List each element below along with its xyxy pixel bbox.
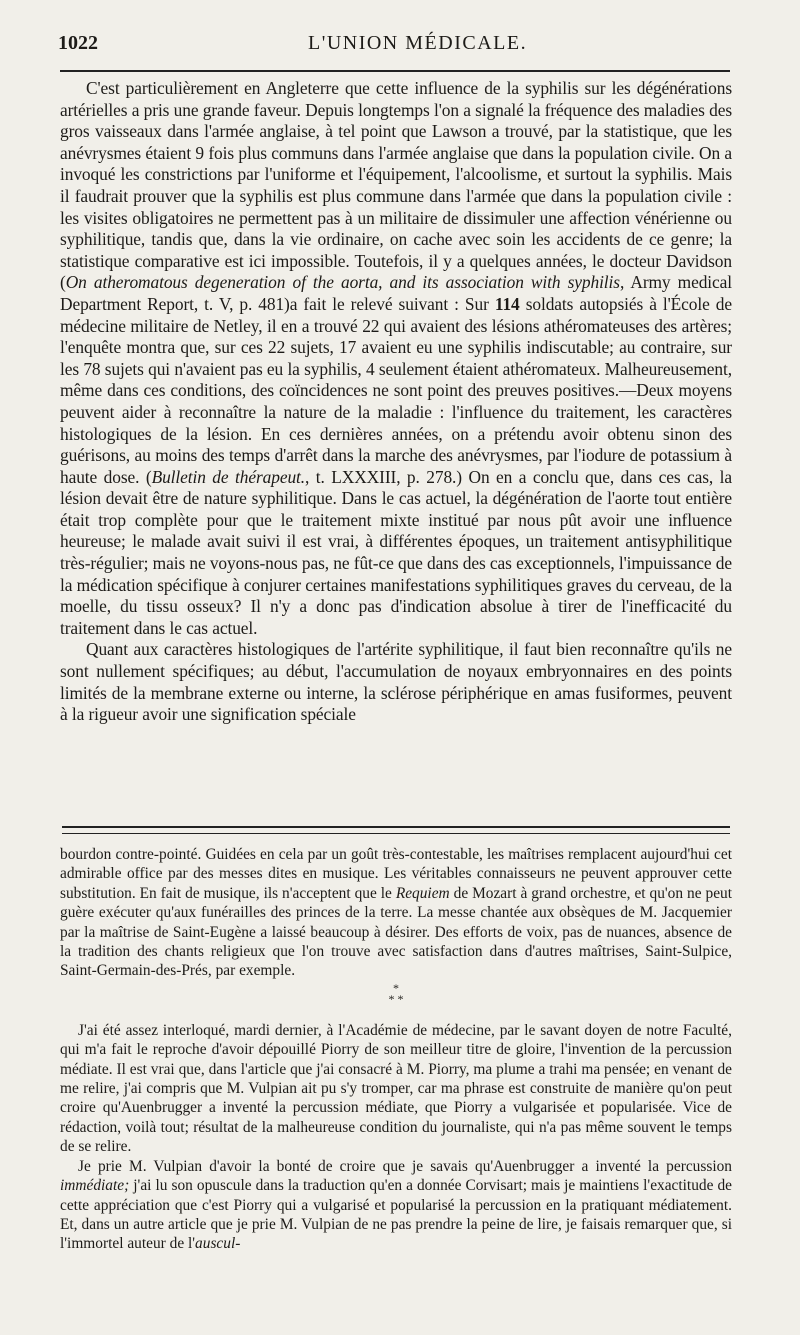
soldier-count: 114	[494, 293, 520, 314]
reference-title: On atheromatous degeneration of the aorta, and its association with syphilis	[65, 272, 620, 293]
asterism-divider: * * *	[388, 980, 404, 1006]
immediate-italic: immédiate;	[60, 1177, 130, 1195]
main-paragraph-1: C'est particulièrement en Angleterre que cette influence de la syphilis sur les dégénérations artérielles a pris une grande faveur. Depuis longtemps l'on a signalé la fréquence des maladies des gros vaisseaux dans l'armée anglaise, à tel point que Lawson a trouvé, par la statistique, que les anévrysmes étaient 9 fois plus communs dans l'armée anglaise que dans la population civile. On a invoqué les constrictions par l'uniforme et l'équipement, l'alcoolisme, et surtout la syphilis. Mais il faudrait prouver que la syphilis est plus commune dans l'armée que dans la population civile : les visites obligatoires ne permettent pas à un militaire de dissimuler une affection vénérienne ou syphilitique, tandis que, dans la vie ordinaire, on cache avec soin les accidents de ce genre; la statistique comparative est ici impossible. Toutefois, il y a quelques années, le docteur Davidson (On atheromatous degeneration of the aorta, and its association with syphilis, Army medical Department Report, t. V, p. 481)a fait le relevé suivant : Sur 114 soldats autopsiés à l'École de médecine militaire de Netley, il en a trouvé 22 qui avaient des lésions athéromateuses des artères; l'enquête montra que, sur ces 22 sujets, 17 avaient eu une syphilis indiscutable; au contraire, sur les 78 sujets qui n'avaient pas eu la syphilis, 4 seulement étaient athéromateux. Malheureusement, même dans ces conditions, des coïncidences ne sont point des preuves positives.—Deux moyens peuvent aider à reconnaître la nature de la maladie : l'influence du traitement, les caractères histologiques de la lésion. En ces dernières années, on a prétendu avoir obtenu sinon des guérisons, au moins des temps d'arrêt dans la marche des anévrysmes, par l'iodure de potassium à haute dose. (Bulletin de thérapeut., t. LXXXIII, p. 278.) On en a conclu que, dans ces cas, la lésion devait être de nature syphilitique. Dans le cas actuel, la dégénération de l'aorte tout entière était trop complète pour que le traitement mixte institué par nous pût avoir une influence heureuse; le malade avait suivi il est vrai, à différentes époques, un traitement antisyphilitique très-régulier; mais ne voyons-nous pas, ne fût-ce que dans des cas exceptionnels, l'impuissance de la médication spécifique à conjurer certaines manifestations syphilitiques graves du cerveau, de la moelle, du tissu osseux? Il n'y a donc pas d'indication absolue à tirer de l'inefficacité du traitement dans le cas actuel.	[60, 78, 733, 638]
page-number: 1022	[58, 32, 98, 54]
feuilleton-paragraph-3: Je prie M. Vulpian d'avoir la bonté de croire que je savais qu'Auenbrugger a inventé la percussion immédiate; j'ai lu son opuscule dans la traduction qu'en a donnée Corvisart; mais je maintiens l'exactitude de cette appréciation que c'est Piorry qui a vulgarisé et popularisé la percussion en la pratiquant médiatement. Et, dans un autre article que je prie M. Vulpian de ne pas prendre la peine de lire, je faisais remarquer que, si l'immortel auteur de l'auscul-	[60, 1157, 732, 1253]
journal-title: L'UNION MÉDICALE.	[308, 32, 528, 54]
page-header	[58, 28, 725, 60]
requiem-title: Requiem	[395, 884, 450, 902]
feuilleton-separator	[62, 826, 730, 834]
main-paragraph-2: Quant aux caractères histologiques de l'artérite syphilitique, il faut bien reconnaître qu'ils ne sont nullement spécifiques; au début, l'accumulation de noyaux embryonnaires en des points limités de la membrane externe ou interne, la sclérose périphérique en amas fusiformes, peuvent à la rigueur avoir une signification spéciale	[60, 639, 732, 725]
main-article	[60, 78, 732, 726]
auscul-italic: auscul-	[195, 1235, 241, 1253]
feuilleton-paragraph-2: J'ai été assez interloqué, mardi dernier, à l'Académie de médecine, par le savant doyen de notre Faculté, qui m'a fait le reproche d'avoir dépouillé Piorry de son meilleur titre de gloire, l'invention de la percussion médiate. Il est vrai que, dans l'article que j'ai consacré à M. Piorry, ma plume a trahi ma pensée; en venant de me relire, j'ai compris que M. Vulpian ait pu s'y tromper, car ma phrase est construite de manière qu'on peut croire qu'Auenbrugger a inventé la percussion médiate, que Piorry a vulgarisée et popularisée. Vice de rédaction, voilà tout; résultat de la malheureuse condition du journaliste, qui n'a pas même souvent le temps de se relire.	[60, 1021, 732, 1156]
bulletin-reference: Bulletin de thérapeut.	[151, 466, 306, 487]
feuilleton-section	[60, 845, 732, 1254]
feuilleton-paragraph-1: bourdon contre-pointé. Guidées en cela par un goût très-contestable, les maîtrises remplacent aujourd'hui cet admirable office par des messes dites en musique. Les véritables connaisseurs ne peuvent approuver cette substitution. En fait de musique, ils n'acceptent que le Requiem de Mozart à grand orchestre, et qu'on ne peut guère exécuter qu'aux funérailles des princes de la terre. La messe chantée aux obsèques de M. Jacquemier par la maîtrise de Saint-Eugène a laissé beaucoup à désirer. Des efforts de voix, pas de nuances, absence de la tradition des chants religieux que l'on trouve avec satisfaction dans d'autres maîtrises, Saint-Sulpice, Saint-Germain-des-Prés, par exemple.	[60, 846, 732, 980]
header-rule	[60, 70, 730, 72]
